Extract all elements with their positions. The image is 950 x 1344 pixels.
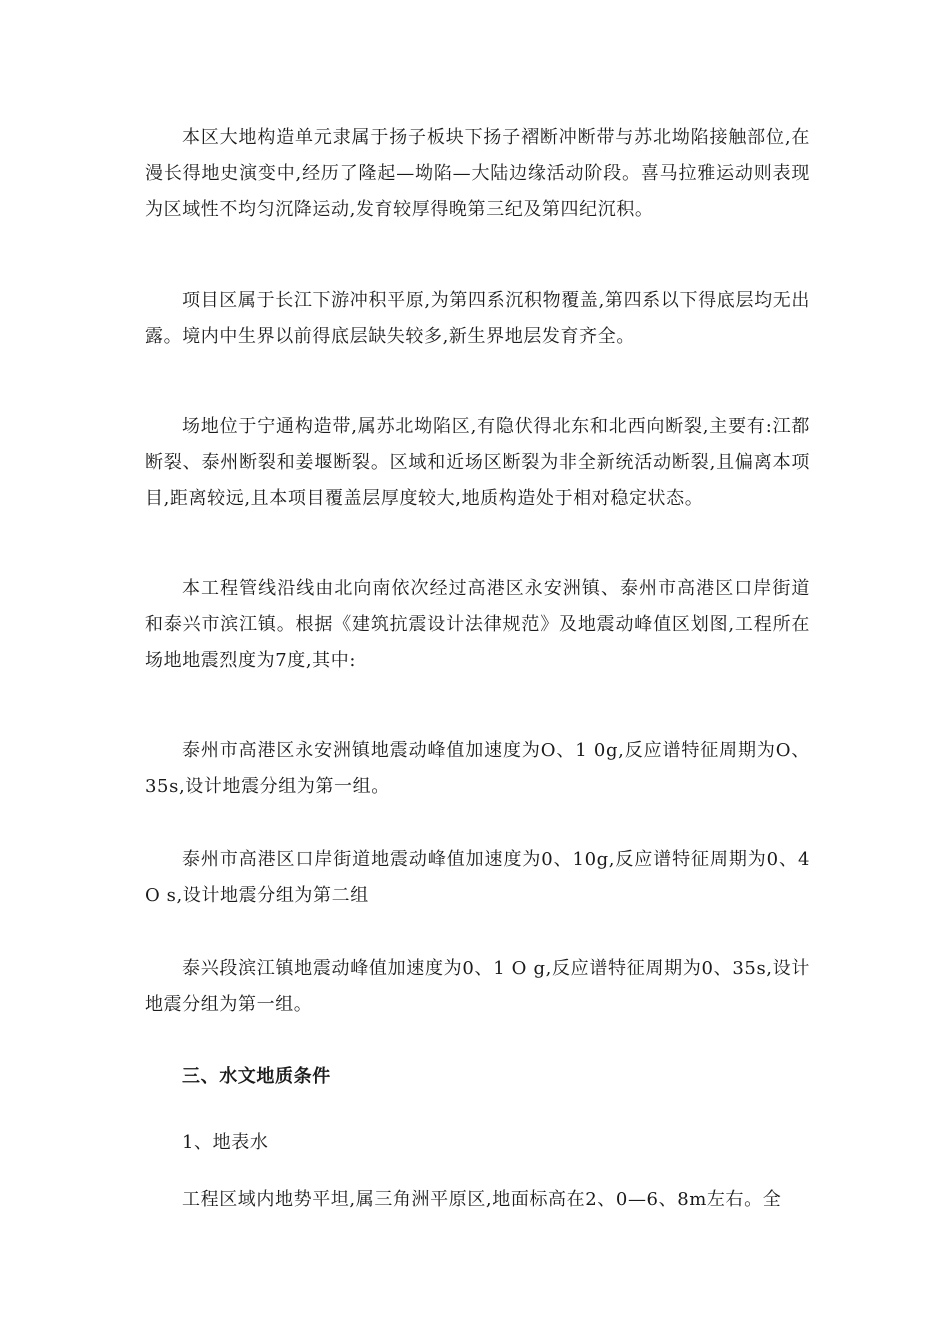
paragraph-yonganzhou-seismic: 泰州市高港区永安洲镇地震动峰值加速度为O、1 0g,反应谱特征周期为O、35s,设计地震分组为第一组。 — [145, 740, 810, 797]
paragraph-geotectonic-unit: 本区大地构造单元隶属于扬子板块下扬子褶断冲断带与苏北坳陷接触部位,在漫长得地史演变中,经历了隆起—坳陷—大陆边缘活动阶段。喜马拉雅运动则表现为区域性不均匀沉降运动,发育较厚得晚第三纪及第四纪沉积。 — [145, 127, 810, 220]
paragraph-terrain: 工程区域内地势平坦,属三角洲平原区,地面标高在2、0—6、8m左右。全 — [182, 1189, 782, 1210]
paragraph-kouan-seismic: 泰州市高港区口岸街道地震动峰值加速度为0、10g,反应谱特征周期为0、4 O s,设计地震分组为第二组 — [145, 849, 810, 906]
subsection-heading-surface-water: 1、地表水 — [182, 1132, 269, 1153]
paragraph-seismic-intensity: 本工程管线沿线由北向南依次经过高港区永安洲镇、泰州市高港区口岸街道和泰兴市滨江镇。根据《建筑抗震设计法律规范》及地震动峰值区划图,工程所在场地地震烈度为7度,其中: — [145, 578, 810, 671]
section-heading-hydrogeology: 三、水文地质条件 — [182, 1066, 331, 1087]
paragraph-project-area-strata: 项目区属于长江下游冲积平原,为第四系沉积物覆盖,第四系以下得底层均无出露。境内中生界以前得底层缺失较多,新生界地层发育齐全。 — [145, 290, 810, 347]
paragraph-binjiang-seismic: 泰兴段滨江镇地震动峰值加速度为0、1 O g,反应谱特征周期为0、35s,设计地震分组为第一组。 — [145, 958, 810, 1015]
paragraph-site-faults: 场地位于宁通构造带,属苏北坳陷区,有隐伏得北东和北西向断裂,主要有:江都断裂、泰州断裂和姜堰断裂。区域和近场区断裂为非全新统活动断裂,且偏离本项目,距离较远,且本项目覆盖层厚度较大,地质构造处于相对稳定状态。 — [145, 416, 810, 509]
